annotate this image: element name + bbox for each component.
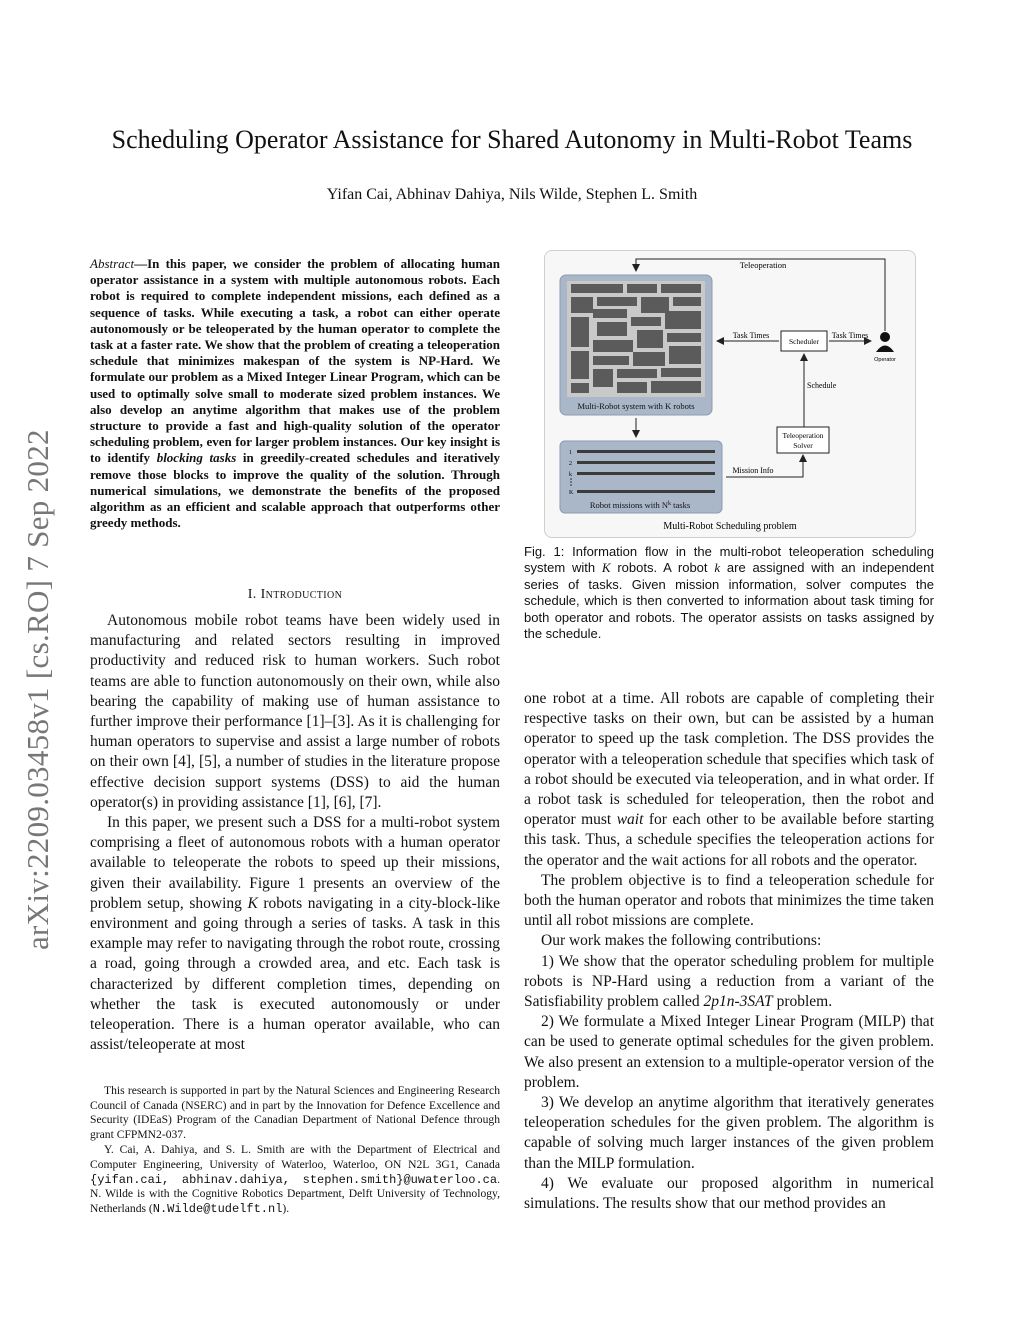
city-block <box>661 368 701 377</box>
footnote-emails: {yifan.cai, abhinav.dahiya, stephen.smith}@uwaterloo.ca <box>90 1172 498 1187</box>
right-paragraph-2: The problem objective is to find a teleoperation schedule for both the human operator and robots that minimizes the time taken until all robot missions are complete. <box>524 871 934 930</box>
abstract-keyword: blocking tasks <box>156 450 237 466</box>
footnote-funding: This research is supported in part by the Natural Sciences and Engineering Research Council of Canada (NSERC) and in part by the Innovation for Defence Excellence and Security (IDEaS) Program of the Canadian Department of National Defence through grant CFPMN2-037. <box>90 1084 500 1141</box>
task-times-right-label: Task Times <box>831 331 869 340</box>
city-block <box>665 311 701 329</box>
footnote-aff-part2: . N. Wilde is with the Cognitive Robotics Department, Delft University of Technology, Netherlands ( <box>90 1172 500 1215</box>
problem-label: Multi-Robot Scheduling problem <box>663 521 797 532</box>
mission-row-label: k <box>569 472 572 478</box>
mission-row-label: K <box>569 490 574 496</box>
contribution-1-emphasis: 2p1n-3SAT <box>703 993 773 1011</box>
solver-label-line2: Solver <box>793 441 813 450</box>
mission-task-bar <box>577 472 715 475</box>
city-block <box>661 284 701 293</box>
missions-label <box>590 500 690 510</box>
footnote-email-wilde: N.Wilde@tudelft.nl <box>152 1201 283 1216</box>
right-paragraph-1 <box>524 689 934 871</box>
contribution-1-part1: 1) We show that the operator scheduling problem for multiple robots is NP-Hard using a reduction from a variant of the Satisfiability problem called <box>524 952 934 1011</box>
contribution-3: 3) We develop an anytime algorithm that iteratively generates teleoperation schedules for the given problem. The algorithm is capable of solving much larger instances of the given problem than the MILP formulation. <box>524 1094 934 1172</box>
intro-paragraph-1: Autonomous mobile robot teams have been widely used in manufacturing and related sectors resulting in improved productivity and reduced risk to human workers. Such robot teams are able to function autonomously on their own, while also bearing the capability of making use of human assistance to further improve their performance [1]–[3]. As it is challenging for human operators to supervise and assist a large number of robots on their own [4], [5], a number of studies in the literature propose effective decision support systems (DSS) to aid the human operator(s) in providing assistance [1], [6], [7]. <box>90 612 500 811</box>
city-block <box>641 297 669 313</box>
right-p1-part2: for each other to be available before starting this task. Thus, a schedule specifies the teleoperation actions for the operator and the wait actions for all robots and the operator. <box>524 811 934 869</box>
mission-task-bar <box>577 490 715 493</box>
city-block <box>593 369 613 387</box>
city-block <box>669 346 701 364</box>
schedule-label: Schedule <box>807 381 837 390</box>
city-block <box>571 383 589 393</box>
city-block <box>617 369 657 378</box>
city-block <box>673 297 701 306</box>
city-block <box>593 309 627 318</box>
city-block <box>627 284 657 293</box>
figure-1 <box>544 250 916 538</box>
caption-part2: robots. A robot <box>610 560 715 576</box>
intro-p2-part2: robots navigating in a city-block-like environment and going through a series of tasks. A task in this example may refer to navigating through the robot route, crossing a road, going through a crowded area, and etc. Each task is characterized by different completion times, depending on whether the task is executed autonomously or under teleoperation. There is a human operator available, who can assist/teleoperate at most <box>90 894 501 1054</box>
abstract-text-part1: In this paper, we consider the problem of allocating human operator assistance in a system with multiple autonomous robots. Each robot is required to complete independent missions, each defined as a sequence of tasks. While executing a task, a robot can either operate autonomously or be teleoperated by the human operator to complete the task at a faster rate. We show that the problem of creating a teleoperation schedule that minimizes makespan of the system is NP-Hard. We formulate our problem as a Mixed Integer Linear Program, which can be used to optimally solve small to moderate sized problem instances. We also develop an anytime algorithm that makes use of the problem structure to provide a fast and high-quality solution of the operator scheduling problem, even for larger problem instances. Our key insight is to identify <box>90 256 500 466</box>
city-block <box>617 382 647 393</box>
city-block <box>571 284 623 293</box>
footnote-affiliations <box>90 1143 500 1216</box>
intro-p2-variable: K <box>247 894 258 912</box>
contribution-4: 4) We evaluate our proposed algorithm in numerical simulations. The results show that our method provides an <box>524 1174 934 1213</box>
teleoperation-label: Teleoperation <box>739 260 787 270</box>
caption-var-k: k <box>714 560 721 576</box>
city-block <box>597 297 637 306</box>
operator-label: Operator <box>874 357 896 363</box>
right-paragraph-3: Our work makes the following contributions: <box>541 932 822 950</box>
intro-p2-part1: In this paper, we present such a DSS for a multi-robot system comprising a fleet of autonomous robots with a human operator available to teleoperate the robots to speed up their missions, given their availability. Figure 1 presents an overview of the problem setup, showing <box>90 814 500 912</box>
city-block <box>571 317 589 347</box>
solver-label-line1: Teleoperation <box>782 431 824 440</box>
abstract-text-part2: in greedily-created schedules and iteratively remove those blocks to improve the quality of the solution. Through numerical simulations, we demonstrate the benefits of the proposed algorithm as an efficient and scalable approach that outperforms other greedy methods. <box>90 450 500 531</box>
missions-label-sup: k <box>668 501 672 507</box>
footnote-aff-part1: Y. Cai, A. Dahiya, and S. L. Smith are with the Department of Electrical and Computer Engineering, University of Waterloo, Waterloo, ON N2L 3G1, Canada <box>90 1143 500 1171</box>
contribution-2: 2) We formulate a Mixed Integer Linear Program (MILP) that can be used to generate optimal schedules for the given problem. We also present an extension to a multiple-operator version of the problem. <box>524 1013 934 1091</box>
city-block <box>571 297 593 313</box>
mission-row-label: 1 <box>569 450 572 456</box>
city-block <box>593 356 629 365</box>
caption-part3: are assigned with an independent series of tasks. Given mission information, solver computes the schedule, which is then converted to information about task timing for both operator and robots. The operator assists on tasks assigned by the schedule. <box>524 560 935 642</box>
mission-info-label: Mission Info <box>732 466 774 475</box>
section-heading-introduction: I. Introduction <box>247 587 343 602</box>
ellipsis-dot <box>570 484 572 486</box>
contribution-1-part2: problem. <box>772 993 833 1011</box>
figure-1-diagram <box>545 251 915 537</box>
contribution-1 <box>524 952 934 1013</box>
paper-title: Scheduling Operator Assistance for Shared Autonomy in Multi-Robot Teams <box>111 125 913 154</box>
city-block <box>651 381 701 393</box>
mission-task-bar <box>577 461 715 464</box>
intro-paragraph-2 <box>90 813 500 1055</box>
right-p1-emphasis: wait <box>616 811 644 829</box>
abstract-dash: — <box>134 256 148 271</box>
abstract <box>90 256 500 531</box>
ellipsis-dot <box>570 478 572 480</box>
city-block <box>631 317 661 326</box>
task-times-left-label: Task Times <box>732 331 770 340</box>
mission-row-label: 2 <box>569 461 572 467</box>
city-block <box>637 330 663 348</box>
missions-label-suffix: tasks <box>671 500 691 510</box>
caption-var-K: K <box>601 560 611 576</box>
operator-icon <box>876 332 894 352</box>
footnote-aff-part3: ). <box>282 1201 290 1215</box>
footnote <box>90 1084 500 1217</box>
ellipsis-dot <box>570 481 572 483</box>
city-block <box>571 351 589 379</box>
mission-task-bar <box>577 450 715 453</box>
figure-1-caption <box>524 544 934 642</box>
paper-authors: Yifan Cai, Abhinav Dahiya, Nils Wilde, Stephen L. Smith <box>326 186 698 203</box>
city-block <box>633 352 665 366</box>
abstract-label: Abstract <box>90 256 135 271</box>
system-label: Multi-Robot system with K robots <box>577 401 695 411</box>
missions-label-text: Robot missions with N <box>589 500 669 510</box>
caption-part1: Fig. 1: Information flow in the multi-robot teleoperation scheduling system with <box>524 544 934 576</box>
right-column-body <box>524 689 934 1214</box>
city-block <box>667 333 701 342</box>
city-block <box>597 322 627 336</box>
arxiv-identifier: arXiv:2209.03458v1 [cs.RO] 7 Sep 2022 <box>20 429 55 950</box>
right-p1-part1: one robot at a time. All robots are capable of completing their respective tasks on their own, but can be assisted by a human operator to speed up the task completion. The DSS provides the operator with a teleoperation schedule that specifies which task of a robot should be executed via teleoperation, and in what order. If a robot task is scheduled for teleoperation, then the robot and operator must <box>524 690 934 829</box>
scheduler-label: Scheduler <box>789 337 819 346</box>
city-block <box>593 340 633 352</box>
introduction-body <box>90 611 500 1055</box>
